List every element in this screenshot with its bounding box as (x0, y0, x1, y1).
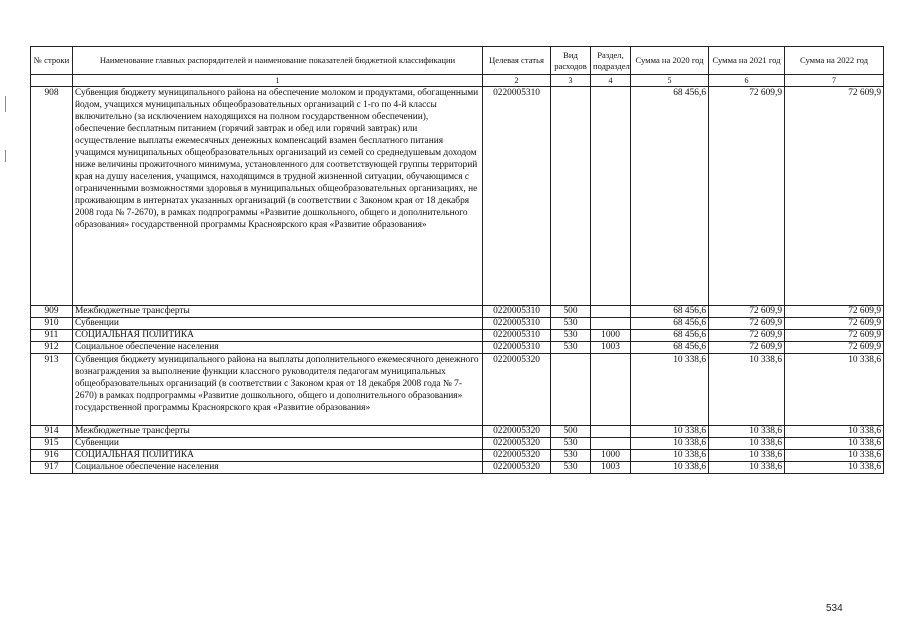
row-sum-2022: 72 609,9 (785, 318, 884, 330)
row-expense-type: 500 (551, 306, 591, 318)
row-name: Субвенции (73, 438, 483, 450)
row-name: Межбюджетные трансферты (73, 306, 483, 318)
row-name: Субвенция бюджету муниципального района на выплаты дополнительного ежемесячного денежного вознаграждения за выполнение функции классного руководителя педагогам муниципальных общеобразовательных организаций (в соответствии с Законом края от 18 декабря 2008 года № 7-2670) в рамках подпрограммы «Развитие дошкольного, общего и дополнительного образования» государственной программы Красноярского края «Развитие образования» (73, 354, 483, 426)
row-expense-type (551, 354, 591, 426)
table-row (31, 318, 884, 330)
header-expense-type: Вид расходов (551, 47, 591, 75)
row-sum-2020: 10 338,6 (631, 438, 709, 450)
row-sum-2022: 72 609,9 (785, 330, 884, 342)
row-name: Субвенции (73, 318, 483, 330)
table-row (31, 450, 884, 462)
row-name: СОЦИАЛЬНАЯ ПОЛИТИКА (73, 450, 483, 462)
page-number: 534 (826, 603, 843, 614)
header-name: Наименование главных распорядителей и наименование показателей бюджетной классификации (73, 47, 483, 75)
row-target: 0220005310 (483, 306, 551, 318)
row-sum-2022: 10 338,6 (785, 426, 884, 438)
scan-margin-mark (5, 150, 6, 162)
row-section: 1000 (591, 330, 631, 342)
header-sum-2021: Сумма на 2021 год (709, 47, 785, 75)
row-sum-2020: 68 456,6 (631, 318, 709, 330)
column-number: 3 (551, 75, 591, 87)
column-number: 5 (631, 75, 709, 87)
row-expense-type: 530 (551, 342, 591, 354)
row-target: 0220005320 (483, 450, 551, 462)
table-row (31, 426, 884, 438)
row-sum-2020: 68 456,6 (631, 330, 709, 342)
row-sum-2020: 10 338,6 (631, 450, 709, 462)
row-sum-2022: 72 609,9 (785, 87, 884, 306)
row-name: Социальное обеспечение населения (73, 462, 483, 474)
row-expense-type: 530 (551, 462, 591, 474)
header-target: Целевая статья (483, 47, 551, 75)
row-section (591, 318, 631, 330)
row-section (591, 426, 631, 438)
row-sum-2022: 72 609,9 (785, 342, 884, 354)
row-target: 0220005310 (483, 87, 551, 306)
row-sum-2021: 10 338,6 (709, 450, 785, 462)
row-name: СОЦИАЛЬНАЯ ПОЛИТИКА (73, 330, 483, 342)
table-row (31, 342, 884, 354)
row-sum-2020: 10 338,6 (631, 462, 709, 474)
row-target: 0220005320 (483, 426, 551, 438)
row-section (591, 306, 631, 318)
table-row (31, 438, 884, 450)
row-number: 915 (31, 438, 73, 450)
row-expense-type: 530 (551, 438, 591, 450)
row-number: 914 (31, 426, 73, 438)
row-section: 1000 (591, 450, 631, 462)
table-row (31, 87, 884, 306)
budget-table (30, 46, 884, 474)
row-sum-2020: 10 338,6 (631, 426, 709, 438)
row-sum-2021: 10 338,6 (709, 426, 785, 438)
row-section: 1003 (591, 342, 631, 354)
header-sum-2022: Сумма на 2022 год (785, 47, 884, 75)
column-number-row (31, 75, 884, 87)
row-expense-type: 530 (551, 450, 591, 462)
column-number: 7 (785, 75, 884, 87)
row-section (591, 354, 631, 426)
row-sum-2021: 72 609,9 (709, 330, 785, 342)
row-target: 0220005310 (483, 330, 551, 342)
row-sum-2022: 10 338,6 (785, 450, 884, 462)
row-name: Социальное обеспечение населения (73, 342, 483, 354)
row-expense-type: 530 (551, 318, 591, 330)
row-sum-2020: 68 456,6 (631, 306, 709, 318)
row-sum-2021: 72 609,9 (709, 318, 785, 330)
table-row (31, 354, 884, 426)
row-target: 0220005320 (483, 462, 551, 474)
row-sum-2021: 10 338,6 (709, 354, 785, 426)
row-number: 913 (31, 354, 73, 426)
row-section (591, 87, 631, 306)
scan-margin-mark (5, 96, 6, 112)
row-number: 909 (31, 306, 73, 318)
row-target: 0220005310 (483, 318, 551, 330)
row-number: 908 (31, 87, 73, 306)
column-number: 4 (591, 75, 631, 87)
column-number: 6 (709, 75, 785, 87)
row-sum-2021: 72 609,9 (709, 87, 785, 306)
row-sum-2021: 10 338,6 (709, 438, 785, 450)
header-row-no: № строки (31, 47, 73, 75)
row-sum-2022: 10 338,6 (785, 438, 884, 450)
row-sum-2022: 10 338,6 (785, 462, 884, 474)
row-section (591, 438, 631, 450)
row-number: 911 (31, 330, 73, 342)
column-number: 1 (73, 75, 483, 87)
row-name: Межбюджетные трансферты (73, 426, 483, 438)
row-sum-2020: 68 456,6 (631, 342, 709, 354)
row-number: 917 (31, 462, 73, 474)
header-row (31, 47, 884, 75)
row-expense-type (551, 87, 591, 306)
row-sum-2020: 10 338,6 (631, 354, 709, 426)
row-target: 0220005320 (483, 438, 551, 450)
row-sum-2021: 10 338,6 (709, 462, 785, 474)
row-section: 1003 (591, 462, 631, 474)
header-section: Раздел, подраздел (591, 47, 631, 75)
row-name: Субвенция бюджету муниципального района на обеспечение молоком и продуктами, обогащенными йодом, учащихся муниципальных общеобразовательных организаций с 1-го по 4-й классы включительно (за исключением находящихся на полном государственном обеспечении), обеспечение бесплатным питанием (горячий завтрак и обед или горячий завтрак) или осуществление выплаты ежемесячных денежных компенсаций взамен бесплатного питания учащимся муниципальных общеобразовательных организаций из семей со среднедушевым доходом ниже величины прожиточного минимума, установленного для соответствующей группы территорий края на душу населения, учащимся, находящимся в трудной жизненной ситуации, обучающимся с ограниченными возможностями здоровья в муниципальных общеобразовательных организациях, не проживающим в интернатах указанных организаций (в соответствии с Законом края от 18 декабря 2008 года № 7-2670), в рамках подпрограммы «Развитие дошкольного, общего и дополнительного образования» государственной программы Красноярского края «Развитие образования» (73, 87, 483, 306)
row-number: 912 (31, 342, 73, 354)
row-sum-2020: 68 456,6 (631, 87, 709, 306)
row-target: 0220005320 (483, 354, 551, 426)
row-sum-2021: 72 609,9 (709, 342, 785, 354)
row-number: 916 (31, 450, 73, 462)
row-sum-2022: 10 338,6 (785, 354, 884, 426)
table-row (31, 330, 884, 342)
header-sum-2020: Сумма на 2020 год (631, 47, 709, 75)
table-row (31, 462, 884, 474)
column-number: 2 (483, 75, 551, 87)
column-number (31, 75, 73, 87)
row-number: 910 (31, 318, 73, 330)
row-target: 0220005310 (483, 342, 551, 354)
row-sum-2021: 72 609,9 (709, 306, 785, 318)
row-expense-type: 500 (551, 426, 591, 438)
row-expense-type: 530 (551, 330, 591, 342)
table-row (31, 306, 884, 318)
row-sum-2022: 72 609,9 (785, 306, 884, 318)
